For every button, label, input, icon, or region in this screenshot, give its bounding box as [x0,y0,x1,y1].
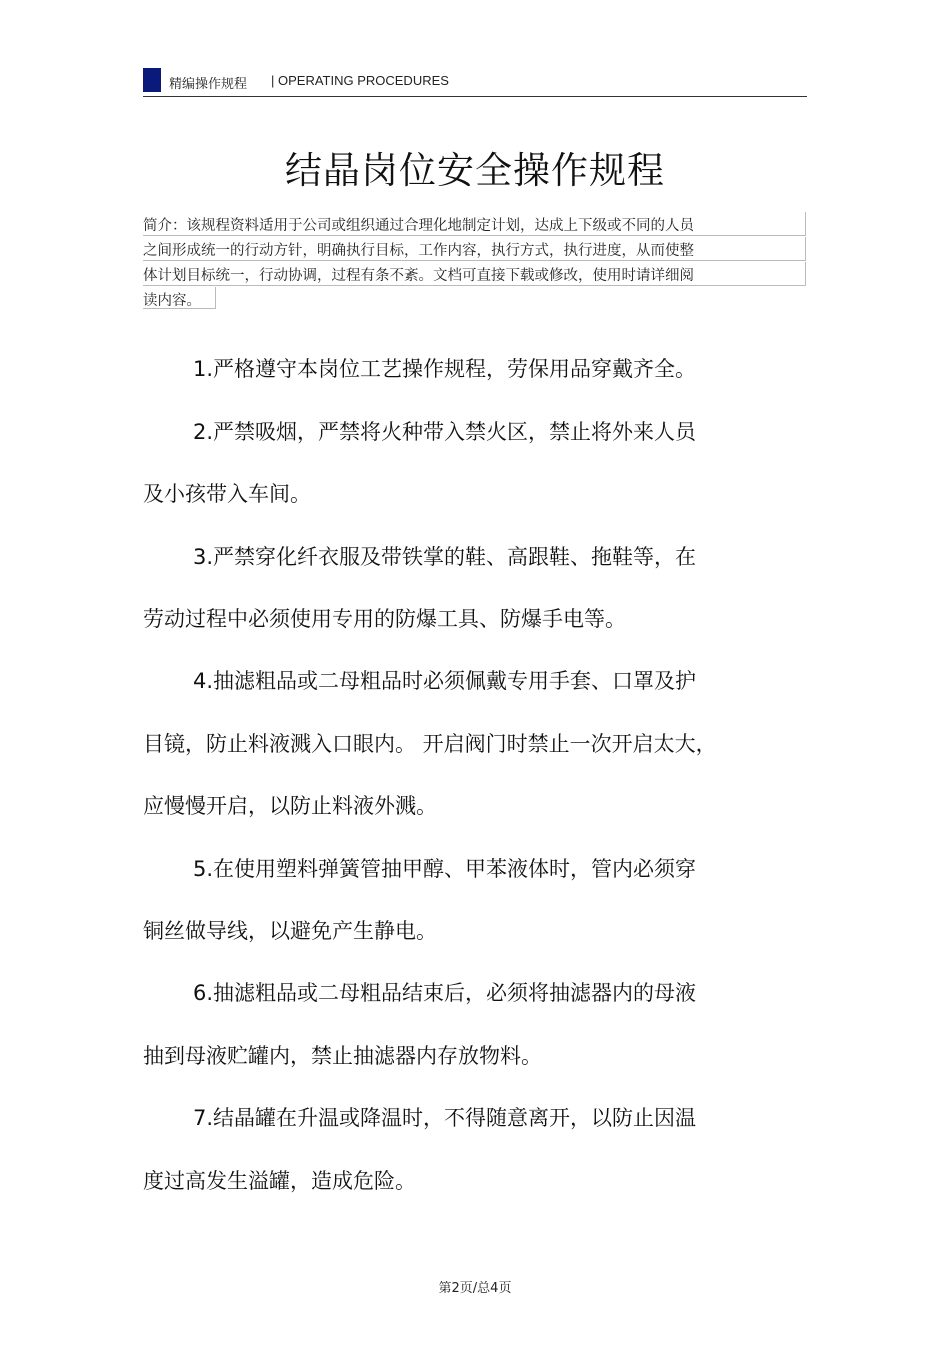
procedure-item-6-cont: 抽到母液贮罐内，禁止抽滤器内存放物料。 [143,1044,542,1068]
procedure-item-7: 7.结晶罐在升温或降温时，不得随意离开，以防止因温 [193,1106,697,1130]
procedure-item-3-cont: 劳动过程中必须使用专用的防爆工具、防爆手电等。 [143,607,626,631]
procedure-item-5-cont: 铜丝做导线，以避免产生静电。 [143,919,437,943]
procedure-item-6: 6.抽滤粗品或二母粗品结束后，必须将抽滤器内的母液 [193,981,697,1005]
procedure-item-1: 1.严格遵守本岗位工艺操作规程，劳保用品穿戴齐全。 [193,357,697,381]
logo-icon [143,68,161,92]
intro-line-4: 读内容。 [143,293,201,309]
procedure-item-4-cont-2: 应慢慢开启，以防止料液外溅。 [143,794,437,818]
procedure-item-3: 3.严禁穿化纤衣服及带铁掌的鞋、高跟鞋、拖鞋等，在 [193,545,697,569]
procedure-item-4: 4.抽滤粗品或二母粗品时必须佩戴专用手套、口罩及护 [193,669,697,693]
procedure-item-4-cont: 目镜，防止料液溅入口眼内。 开启阀门时禁止一次开启太大， [143,732,717,756]
page-header [143,66,807,97]
document-title: 结晶岗位安全操作规程 [285,149,665,192]
header-right-label: | OPERATING PROCEDURES [271,73,449,88]
procedure-item-2: 2.严禁吸烟，严禁将火种带入禁火区，禁止将外来人员 [193,420,697,444]
page-footer: 第2页/总4页 [438,1281,512,1296]
intro-line-1: 简介：该规程资料适用于公司或组织通过合理化地制定计划，达成上下级或不同的人员 [143,218,694,234]
intro-line-3: 体计划目标统一，行动协调，过程有条不紊。文档可直接下载或修改，使用时请详细阅 [143,268,694,284]
procedure-item-5: 5.在使用塑料弹簧管抽甲醇、甲苯液体时，管内必须穿 [193,857,697,881]
procedure-item-7-cont: 度过高发生溢罐，造成危险。 [143,1169,416,1193]
procedure-item-2-cont: 及小孩带入车间。 [143,482,311,506]
intro-line-2: 之间形成统一的行动方针，明确执行目标，工作内容，执行方式，执行进度，从而使整 [143,243,694,259]
header-left-label: 精编操作规程 [169,77,248,92]
